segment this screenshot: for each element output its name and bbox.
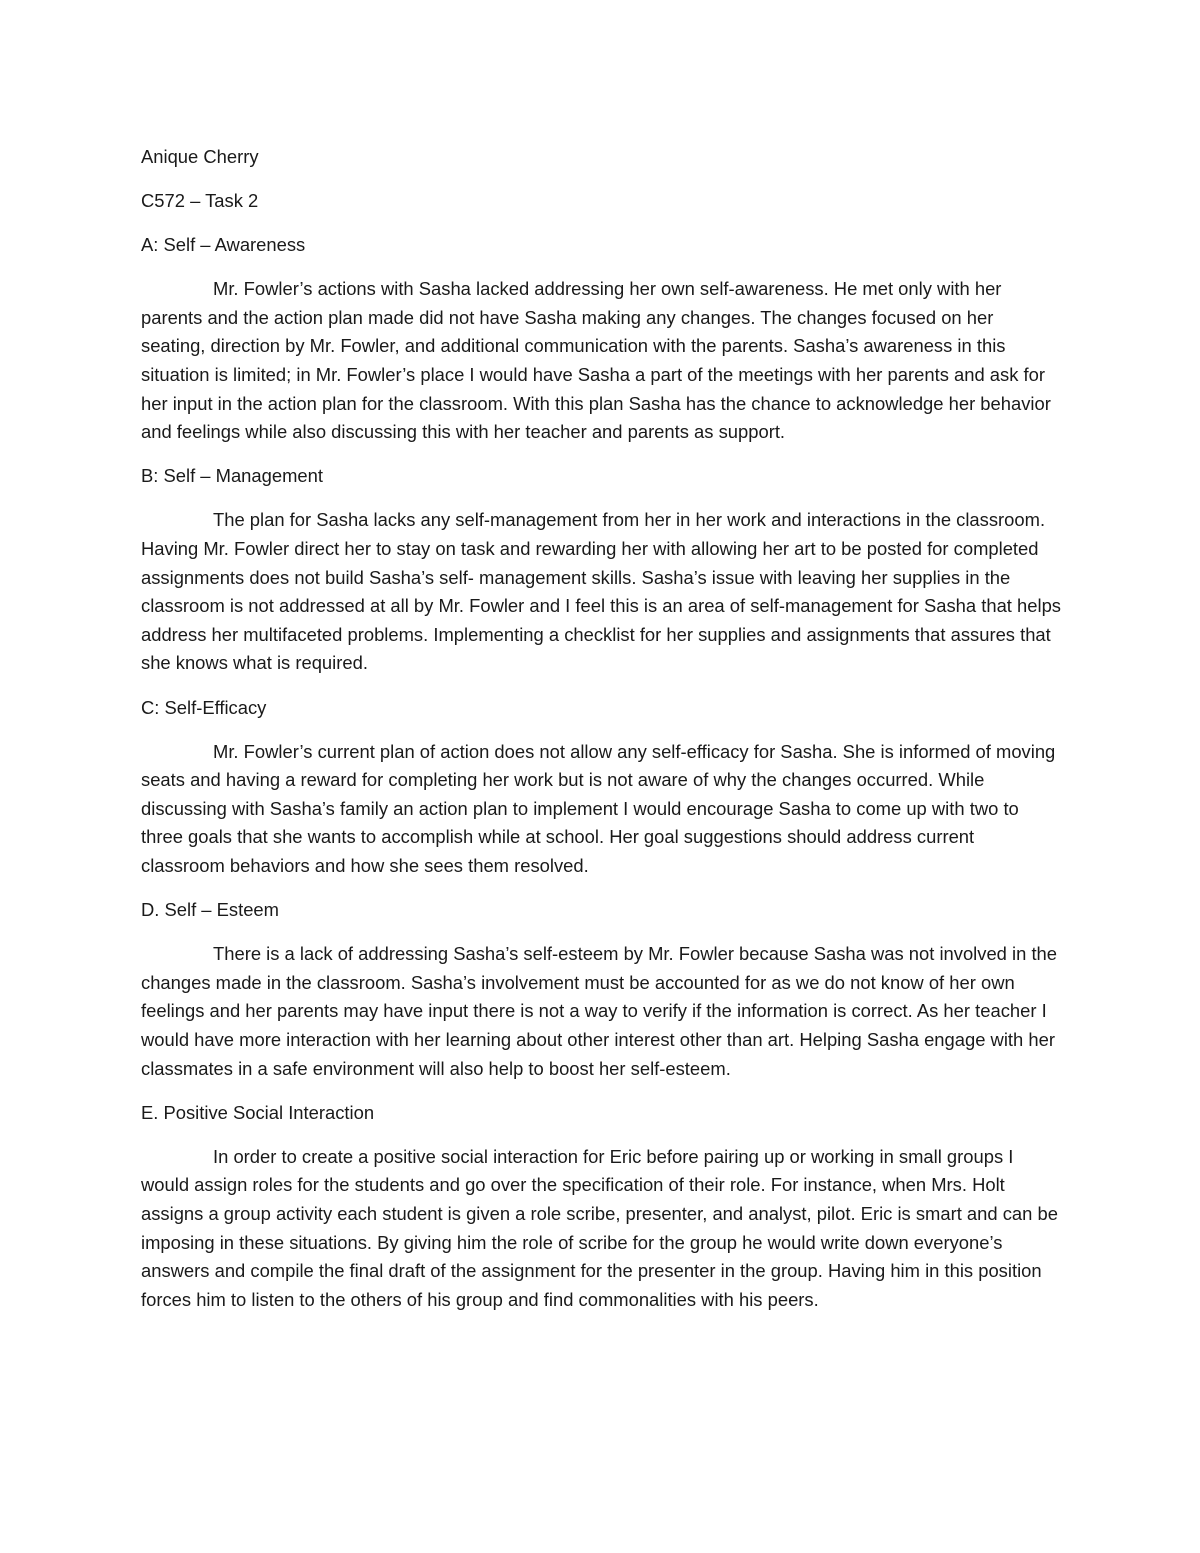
document-content: [141, 143, 1061, 1330]
section-c-body: Mr. Fowler’s current plan of action does not allow any self-efficacy for Sasha. She is informed of moving seats and having a reward for completing her work but is not aware of why the changes occurred. While discussing with Sasha’s family an action plan to implement I would encourage Sasha to come up with two to three goals that she wants to accomplish while at school. Her goal suggestions should address current classroom behaviors and how she sees them resolved.: [141, 740, 1056, 876]
author-name: Anique Cherry: [141, 146, 259, 167]
section-d-heading: D. Self – Esteem: [141, 899, 279, 921]
section-b-body: The plan for Sasha lacks any self-management from her in her work and interactions in the classroom. Having Mr. Fowler direct her to stay on task and rewarding her with allowing her art to be posted for completed assignments does not build Sasha’s self- management skills. Sasha’s issue with leaving her supplies in the classroom is not addressed at all by Mr. Fowler and I feel this is an area of self-management for Sasha that helps address her multifaceted problems. Implementing a checklist for her supplies and assignments that assures that she knows what is required.: [141, 509, 1061, 674]
section-e-body: In order to create a positive social interaction for Eric before pairing up or working in small groups I would assign roles for the students and go over the specification of their role. For instance, when Mrs. Holt assigns a group activity each student is given a role scribe, presenter, and analyst, pilot. Eric is smart and can be imposing in these situations. By giving him the role of scribe for the group he would write down everyone’s answers and compile the final draft of the assignment for the presenter in the group. Having him in this position forces him to listen to the others of his group and find commonalities with his peers.: [141, 1145, 1058, 1310]
section-c-heading: C: Self-Efficacy: [141, 696, 267, 718]
section-d-body: There is a lack of addressing Sasha’s self-esteem by Mr. Fowler because Sasha was not involved in the changes made in the classroom. Sasha’s involvement must be accounted for as we do not know of her own feelings and her parents may have input there is not a way to verify if the information is correct. As her teacher I would have more interaction with her learning about other interest other than art. Helping Sasha engage with her classmates in a safe environment will also help to boost her self-esteem.: [141, 943, 1058, 1079]
section-a-body: Mr. Fowler’s actions with Sasha lacked addressing her own self-awareness. He met only with her parents and the action plan made did not have Sasha making any changes. The changes focused on her seating, direction by Mr. Fowler, and additional communication with the parents. Sasha’s awareness in this situation is limited; in Mr. Fowler’s place I would have Sasha a part of the meetings with her parents and ask for her input in the action plan for the classroom. With this plan Sasha has the chance to acknowledge her behavior and feelings while also discussing this with her teacher and parents as support.: [141, 278, 1051, 443]
course-task: C572 – Task 2: [141, 190, 259, 212]
section-a-heading: A: Self – Awareness: [141, 234, 306, 256]
section-b-heading: B: Self – Management: [141, 465, 323, 487]
section-e-heading: E. Positive Social Interaction: [141, 1101, 375, 1123]
